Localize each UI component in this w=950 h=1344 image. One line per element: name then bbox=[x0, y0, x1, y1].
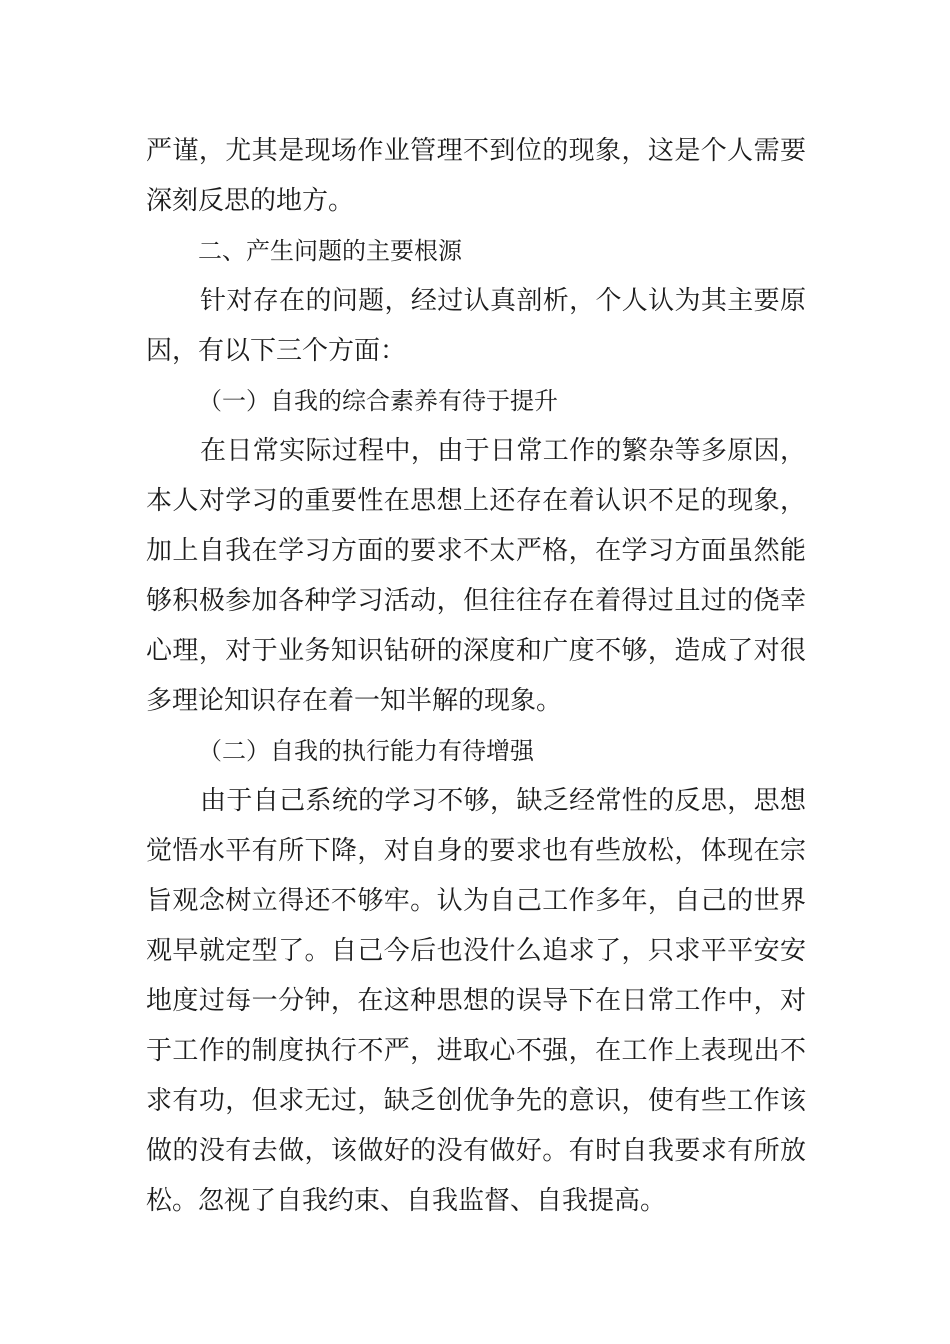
paragraph-line: 观早就定型了。自己今后也没什么追求了，只求平平安安 bbox=[146, 936, 806, 966]
subsection-heading: （一）自我的综合素养有待于提升 bbox=[198, 387, 558, 415]
paragraph-line: 觉悟水平有所下降，对自身的要求也有些放松，体现在宗 bbox=[146, 836, 806, 866]
paragraph-line: 由于自己系统的学习不够，缺乏经常性的反思，思想 bbox=[200, 786, 806, 816]
paragraph-line: 在日常实际过程中，由于日常工作的繁杂等多原因， bbox=[200, 436, 806, 466]
paragraph-line: 于工作的制度执行不严，进取心不强，在工作上表现出不 bbox=[146, 1036, 806, 1066]
paragraph-line: 心理，对于业务知识钻研的深度和广度不够，造成了对很 bbox=[146, 636, 806, 666]
paragraph-line: 求有功，但求无过，缺乏创优争先的意识，使有些工作该 bbox=[146, 1086, 806, 1116]
paragraph-line: 够积极参加各种学习活动，但往往存在着得过且过的侥幸 bbox=[146, 586, 806, 616]
paragraph-line: 多理论知识存在着一知半解的现象。 bbox=[146, 686, 563, 716]
paragraph-line: 深刻反思的地方。 bbox=[146, 186, 355, 216]
paragraph-line: 做的没有去做，该做好的没有做好。有时自我要求有所放 bbox=[146, 1136, 806, 1166]
paragraph-line: 因，有以下三个方面： bbox=[146, 336, 407, 366]
section-heading: 二、产生问题的主要根源 bbox=[198, 237, 462, 265]
paragraph-line: 本人对学习的重要性在思想上还存在着认识不足的现象， bbox=[146, 486, 806, 516]
paragraph-line: 松。忽视了自我约束、自我监督、自我提高。 bbox=[146, 1186, 667, 1216]
subsection-heading: （二）自我的执行能力有待增强 bbox=[198, 737, 534, 765]
paragraph-line: 严谨，尤其是现场作业管理不到位的现象，这是个人需要 bbox=[146, 136, 806, 166]
paragraph-line: 针对存在的问题，经过认真剖析，个人认为其主要原 bbox=[200, 286, 806, 316]
paragraph-line: 地度过每一分钟，在这种思想的误导下在日常工作中，对 bbox=[146, 986, 806, 1016]
paragraph-line: 加上自我在学习方面的要求不太严格，在学习方面虽然能 bbox=[146, 536, 806, 566]
paragraph-line: 旨观念树立得还不够牢。认为自己工作多年，自己的世界 bbox=[146, 886, 806, 916]
